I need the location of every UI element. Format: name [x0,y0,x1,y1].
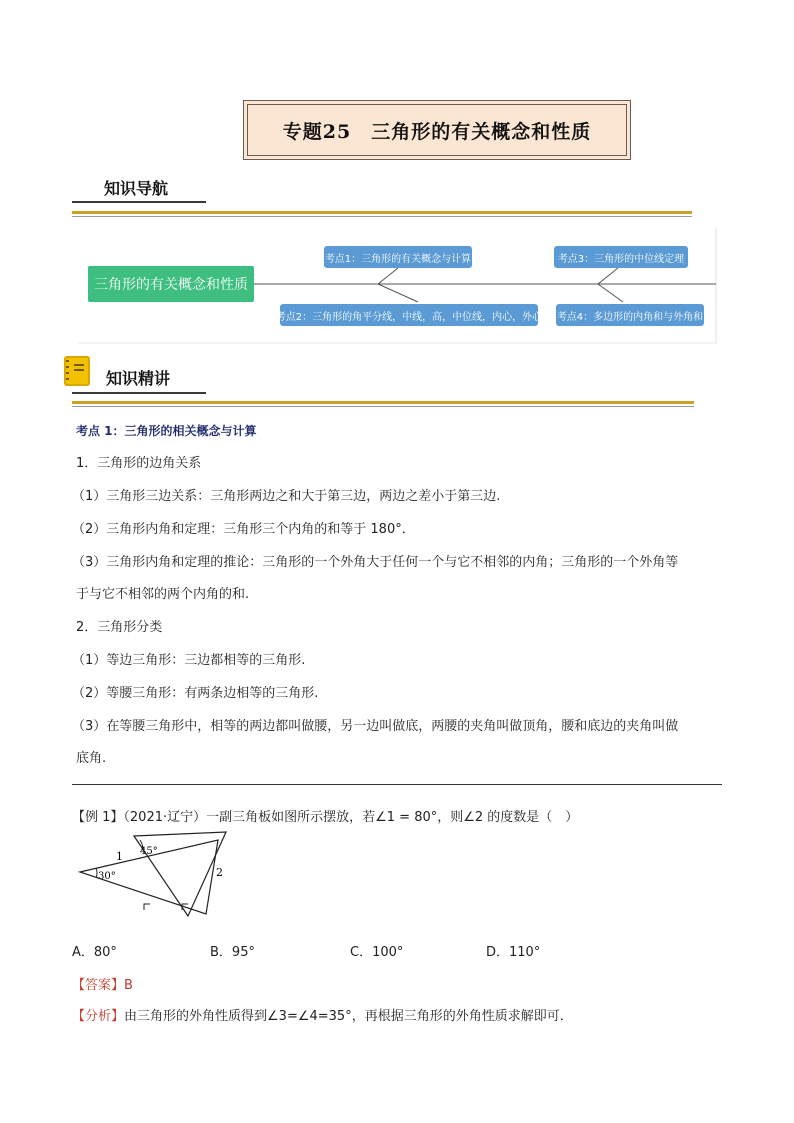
answer-value: B [124,978,133,993]
example-text: （2021·辽宁）一副三角板如图所示摆放，若∠1 = 80°，则∠2 的度数是（ ） [123,810,579,825]
line-4: （3）三角形内角和定理的推论：三角形的一个外角大于任何一个与它不相邻的内角；三角形的一个外角等 [72,555,679,570]
answer-label: 【答案】 [72,978,125,993]
lecture-divider-thin [72,406,694,407]
analysis [72,1005,573,1024]
nav-heading-underline [72,201,206,203]
figure-label-30: 30° [98,871,116,882]
option-b: B．95° [210,945,255,960]
line-5: 于与它不相邻的两个内角的和. [76,587,250,602]
answer [72,974,133,993]
page-title: 专题25 三角形的有关概念和性质 [282,120,592,143]
option-d: D．110° [486,945,541,960]
line-7: （1）等边三角形：三边都相等的三角形. [72,653,306,668]
example-question [72,806,578,825]
mindmap-root: 三角形的有关概念和性质 [88,266,254,302]
line-3: （2）三角形内角和定理：三角形三个内角的和等于 180°． [72,522,415,537]
lecture-divider [72,401,694,404]
mindmap [78,228,718,344]
mindmap-node-3: 考点3：三角形的中位线定理 [554,246,688,268]
analysis-text: 由三角形的外角性质得到∠3=∠4=35°，再根据三角形的外角性质求解即可． [124,1009,573,1024]
figure-label-45: 45° [140,846,158,857]
figure-label-1: 1 [116,850,123,863]
analysis-label: 【分析】 [72,1009,125,1024]
line-1: 1．三角形的边角关系 [76,456,202,471]
nav-heading: 知识导航 [104,179,169,198]
line-6: 2．三角形分类 [76,620,163,635]
nav-divider [72,211,692,214]
option-a: A．80° [72,945,117,960]
mindmap-node-4: 考点4：多边形的内角和与外角和 [556,304,704,326]
triangle-figure [76,826,236,920]
point1-title: 考点 1：三角形的相关概念与计算 [76,424,257,438]
line-8: （2）等腰三角形：有两条边相等的三角形. [72,686,319,701]
lecture-heading-underline [72,392,206,394]
notebook-icon [64,356,90,386]
nav-divider-thin [72,216,692,217]
title-box [247,104,627,156]
example-label: 【例 1】 [72,810,124,825]
line-9: （3）在等腰三角形中，相等的两边都叫做腰，另一边叫做底，两腰的夹角叫做顶角，腰和底边的夹角叫做 [72,719,679,734]
option-c: C．100° [350,945,404,960]
mindmap-node-2: 考点2：三角形的角平分线，中线，高，中位线，内心，外心 [280,304,538,326]
figure-label-2: 2 [216,866,223,879]
lecture-heading: 知识精讲 [106,369,171,388]
line-2: （1）三角形三边关系：三角形两边之和大于第三边，两边之差小于第三边. [72,489,501,504]
example-divider [72,784,722,785]
line-10: 底角. [76,751,107,766]
mindmap-node-1: 考点1：三角形的有关概念与计算 [324,246,472,268]
